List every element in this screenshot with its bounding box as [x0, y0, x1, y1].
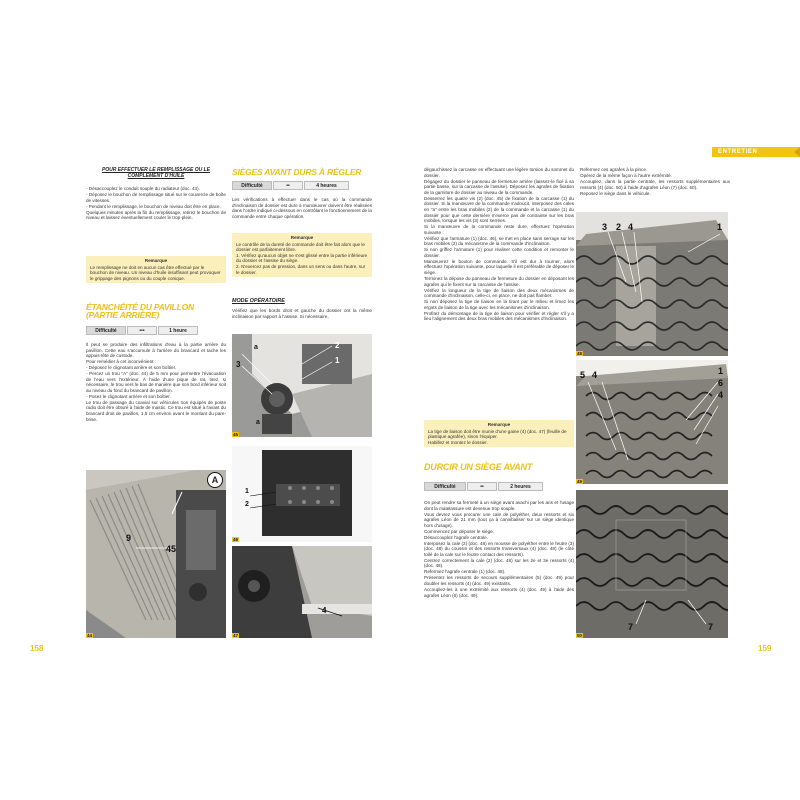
paragraph: Centrez correctement la cale (2) (doc. 48) sur les 2e et 3e ressorts (4) (doc. 48).: [424, 557, 574, 569]
difficulty-label: Difficulté: [86, 326, 126, 335]
difficulty-dots: ••: [273, 181, 303, 190]
figure-47-photo: [232, 546, 372, 638]
callout-a-top: a: [254, 344, 258, 351]
remark-title: Remarque: [290, 235, 314, 240]
paragraph: Pour remédier à cet inconvénient :: [86, 359, 156, 365]
paragraph: Manœuvrez le bouton de commande. S'il est dur à tourner, alors effectuez l'opération suivante, pour laquelle il est préférable de déposer le siège.: [424, 258, 574, 276]
figure-number: 44: [87, 633, 93, 638]
paragraph: Interposez la cale (2) (doc. 48) en mousse de polyéther entre le feutre (3) (doc. 48) du coussin et des ressorts transversaux (4) (doc. 48) (le côté toilé de la cale sur le feutre contact des ressorts).: [424, 540, 574, 557]
callout-5: 5: [580, 370, 586, 380]
remark-box-oil: [86, 256, 226, 283]
seat-rod-sheath-photo: [232, 546, 372, 638]
paragraph: Si la manœuvre de la commande reste dure, effectuez l'opération suivante :: [424, 224, 574, 235]
callout-2: 2: [335, 341, 340, 350]
paragraph: Vous devrez vous procurer une cale de polyéther, deux ressorts et six agrafes Léon de 21 mm (tout ça à cannibaliser sur un siège identique hors d'usage).: [424, 511, 574, 528]
paragraph: Reposez le siège dans le véhicule.: [580, 190, 651, 196]
remark-box-tige: [424, 420, 574, 447]
callout-4: 4: [322, 606, 327, 615]
callout-2: 2: [616, 222, 622, 232]
paragraph: - Déposez le bouchon de remplissage situé sur le couvercle de boîte de vitesses.: [86, 191, 226, 203]
durcir-text: [424, 500, 574, 599]
callout-4: 4: [592, 370, 598, 380]
callout-1: 1: [717, 222, 723, 232]
callout-3: 3: [602, 222, 608, 232]
figure-number: 47: [233, 633, 239, 638]
figure-46-photo: [232, 446, 372, 542]
seat-springs-photo: [576, 212, 728, 356]
paragraph: On peut rendre sa fermeté à un siège avant avachi par les ans et l'usage dont la matelassure est devenue trop souple.: [424, 500, 574, 511]
paragraph: - Désaccouplez le conduit souple du radiateur (doc. 43).: [86, 186, 200, 191]
etancheite-text: [86, 342, 226, 423]
paragraph: Commencez par déposer le siège.: [424, 528, 494, 534]
remplissage-text: [86, 186, 226, 221]
page-number-right: 159: [758, 644, 772, 653]
paragraph: Il peut se produire des infiltrations d'eau à la partie arrière du pavillon. Cette eau s'accumule à l'arrière du brancard et tache les appuis-tête de custode.: [86, 342, 226, 359]
paragraph: Présentez les ressorts de secours supplémentaires (5) (doc. 49) pour doubler les ressorts (4) (doc. 49) existants.: [424, 575, 574, 587]
figure-45-photo: [232, 334, 372, 437]
page-number-left: 158: [30, 644, 44, 653]
paragraph: Si non déposez la tige de liaison en la tirant par le milieu et limez les ergots de liaison de la tige avec les mécanismes d'inclinaison.: [424, 299, 574, 310]
paragraph: dégauchissez la carcasse en effectuant une légère torsion du sommet du dossier.: [424, 167, 574, 178]
figure-number: 48: [577, 351, 583, 356]
remplissage-title: POUR EFFECTUER LE REMPLISSAGE OU LE COMPLÉMENT D'HUILE: [101, 167, 211, 179]
paragraph: Vérifiez la longueur de la tige de liaison des deux mécanismes de commande d'inclinaison, celle-ci, en place, ne doit pas flamber.: [424, 287, 574, 299]
seat-central-springs-photo: [576, 490, 728, 638]
remark-text: 1. Vérifiez qu'aucun objet ne s'est glissé entre la partie inférieure du dossier et l'assise du siège.: [236, 252, 368, 264]
paragraph: Opérez de la même façon à l'autre extrémité.: [580, 172, 672, 178]
remark-text: Habillez et montez le dossier.: [428, 439, 488, 445]
paragraph: Profitez du démontage de la tige de liaison pour vérifier et régler s'il y a lieu l'alignement des deux bras mobiles des mécanismes d'inclinaison.: [424, 310, 574, 322]
paragraph: - Déposez le clignotant arrière et son boîtier.: [86, 365, 177, 371]
remark-text: La tige de liaison doit être munie d'une gaine (4) (doc. 47) (feuille de plastique agrafée), sinon l'équiper.: [428, 428, 567, 440]
paragraph: Quelques minutes après la fin du remplissage, retirez le bouchon de niveau et laissez éventuellement couler le trop-plein.: [86, 209, 226, 221]
remark-title: Remarque: [487, 422, 511, 427]
paragraph: Desserrez les quatre vis (2) (doc. 45) de fixation de la carcasse (1) du dossier. Si la manœuvre de la commande s'adoucit, interposez des cales en "a" entre les bras mobiles (2) de la commande et la carcasse (1) du dossier pour que cette dernière n'exerce pas de contrainte sur les bras mobiles, lorsque les vis (3) sont serrées.: [424, 195, 574, 224]
paragraph: Le trou de passage du coaxial sur véhicules non équipés de poste radio doit être obturé à l'aide de mastic. Ce trou est situé à l'avant du brancard droit de pavillon, 1,5 cm environ avant le montant du pare-brise.: [86, 399, 226, 422]
paragraph: - Posez le clignotant arrière et son boîtier.: [86, 393, 171, 399]
paragraph: Refermez ces agrafes à la pince.: [580, 167, 648, 172]
callout-6: 6: [718, 378, 724, 388]
sieges-title: SIÈGES AVANT DURS À RÉGLER: [232, 167, 362, 177]
paragraph: Dégagez du dossier le panneau de fermeture arrière (laissez-le fixé à sa partie basse, sur la carcasse de l'assise). Déposez les agrafes de fixation de la garniture de dossier au niveau de la commande.: [424, 178, 574, 195]
right-page: [400, 0, 800, 800]
sieges-text: Les vérifications à effectuer dans le cas où la commande d'inclinaison de dossier est dure à manœuvrer doivent être réalisées dans l'ordre indiqué ci-dessous en contrôlant le fonctionnement de la commande entre chaque opération.: [232, 197, 372, 219]
callout-7-right: 7: [708, 622, 714, 632]
callout-3: 3: [236, 360, 241, 369]
mode-operatoire-title: MODE OPÉRATOIRE: [232, 298, 285, 304]
figure-49-photo: [576, 360, 728, 484]
right-col1-text: [424, 167, 574, 322]
callout-45: 45: [166, 544, 177, 554]
callout-2: 2: [245, 501, 249, 508]
paragraph: Accouplez-les à une extrémité aux ressorts (4) (doc. 49) à l'aide des agrafes Léon (6) (doc. 49).: [424, 587, 574, 598]
remark-text: Le remplissage ne doit en aucun cas être effectué par le bouchon de niveau. Un niveau d'huile insuffisant peut provoquer le grippage des pignons ou du couple conique.: [90, 264, 221, 281]
callout-4: 4: [718, 390, 724, 400]
callout-a: A: [207, 472, 223, 488]
difficulty-bar-sieges: [232, 181, 350, 190]
seat-spare-springs-photo: [576, 360, 728, 484]
difficulty-time: 4 heures: [304, 181, 349, 190]
paragraph: Terminez la dépose du panneau de fermeture du dossier en déposant les agrafes qui le fixent sur la carcasse de l'assise.: [424, 276, 574, 287]
callout-9: 9: [126, 533, 132, 543]
paragraph: Vérifiez que l'armature (1) (doc. 46), se met en place sans serrage sur les bras mobiles (2) du mécanisme de la commande d'inclinaison.: [424, 235, 574, 247]
remark-text: Le contrôle de la dureté de commande doit être fait alors que le dossier est parfaitement libre.: [236, 241, 365, 253]
difficulty-time: 2 heures: [498, 482, 543, 491]
section-banner-label: ENTRETIEN: [718, 149, 758, 155]
figure-number: 45: [233, 432, 239, 437]
seat-armature-photo: [232, 446, 372, 542]
figure-number: 46: [233, 537, 239, 542]
vehicle-roof-illustration: [86, 470, 226, 638]
seat-mechanism-photo: [232, 334, 372, 437]
difficulty-time: 1 heure: [158, 326, 198, 335]
figure-48-photo: [576, 212, 728, 356]
paragraph: Si non griffez l'armature (1) pour réaliser cette condition et remonter le dossier.: [424, 247, 574, 258]
remark-text: 2. N'exercez pas de pression, dans un sens ou dans l'autre, sur le dossier.: [236, 263, 366, 275]
etancheite-title: ÉTANCHÉITÉ DU PAVILLON (PARTIE ARRIÈRE): [86, 302, 194, 320]
difficulty-bar-durcir: [424, 482, 544, 491]
difficulty-dots: ••: [467, 482, 497, 491]
callout-a-bottom: a: [256, 419, 260, 426]
difficulty-label: Difficulté: [232, 181, 272, 190]
paragraph: Accouplez, dans la partie centrale, les ressorts supplémentaires aux ressorts (4) (doc. 50) à l'aide d'agrafes Léon (7) (doc. 50).: [580, 178, 730, 190]
paragraph: Refermez l'agrafe centrale (1) (doc. 48).: [424, 569, 506, 575]
figure-number: 49: [577, 479, 583, 484]
callout-1: 1: [245, 488, 249, 495]
callout-1: 1: [335, 356, 340, 365]
figure-number: 50: [577, 633, 583, 638]
durcir-title: DURCIR UN SIÈGE AVANT: [424, 462, 533, 472]
difficulty-label: Difficulté: [424, 482, 466, 491]
mode-operatoire-text: Vérifiez que les bords droit et gauche du dossier ont la même inclinaison par rapport à l'assise. Si nécessaire,: [232, 308, 372, 319]
callout-1: 1: [718, 366, 724, 376]
callout-7-left: 7: [628, 622, 634, 632]
paragraph: - Percez un trou "A" (doc. 44) de 5 mm pour permettre l'évacuation de l'eau vers l'extérieur. À l'aide d'une pique de rat, tirez, si nécessaire, le trou vers le bas de manière que son bord inférieur soit au niveau du fond du brancard de pavillon.: [86, 371, 226, 393]
right-col2-text: [580, 167, 730, 197]
figure-44-photo: [86, 470, 226, 638]
remark-box-sieges: [232, 233, 372, 277]
difficulty-bar-etancheite: [86, 326, 199, 335]
paragraph: - Pendant le remplissage, le bouchon de niveau doit être en place.: [86, 203, 221, 209]
remark-title: Remarque: [144, 258, 168, 263]
figure-50-photo: [576, 490, 728, 638]
paragraph: Désaccouplez l'agrafe centrale.: [424, 534, 488, 540]
callout-4: 4: [628, 222, 634, 232]
difficulty-dots: •••: [127, 326, 157, 335]
